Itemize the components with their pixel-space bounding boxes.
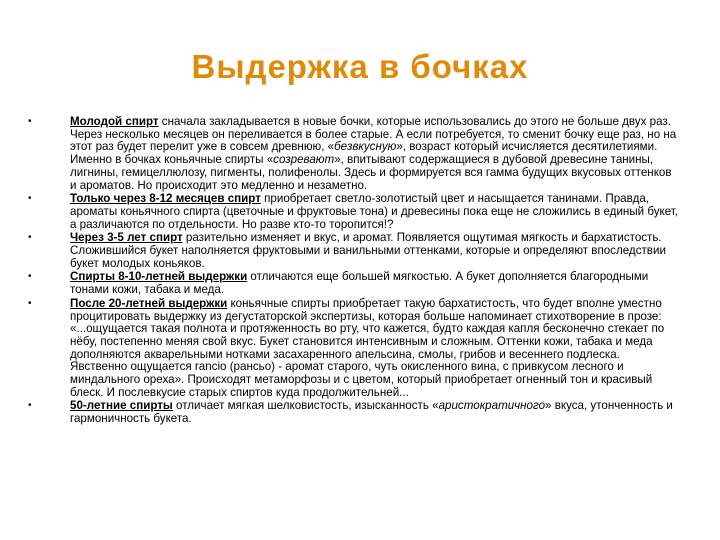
item-text: отличаются еще большей мягкостью. А букет дополняется благородными тонами кожи, табака и меда. [70, 270, 649, 297]
item-lead: Спирты 8-10-летней выдержки [70, 270, 248, 284]
bullet-icon: • [28, 232, 32, 244]
bullet-icon: • [28, 116, 32, 127]
item-text: коньячные спирты приобретает такую бархатистость, что будет вполне уместно процитировать выдержку из дегустаторской экспертизы, которая больше напоминает стихотворение в прозе: «...ощущается такая полнота и протяженность во рту, что кажется, будто каждая капля бесконечно стекает по нёбу, постепенно меняя свой вкус. Букет становится интенсивным и сложным. Оттенки кожи, табака и меда дополняются акварельными нотками засахаренного апельсина, смолы, грибов и весеннего подлеска. Явственно ощущается rancio (рансьо) - аромат старого, чуть окисленного вина, с привкусом лесного и миндального ореха». Происходят метаморфозы и с цветом, который приобретает огненный тон и красивый блеск. И послевкусие старых спиртов куда продолжительней... [70, 296, 665, 399]
list-item [24, 232, 680, 270]
bullet-icon: • [28, 271, 32, 283]
item-lead: Через 3-5 лет спирт [70, 231, 183, 245]
item-text: сначала закладывается в новые бочки, которые использовались до этого не больше двух раз. Через несколько месяцев он переливается в более старые. А если потребуется, то сменит бочку еще раз, но на этот раз будет перелит уже в совсем древнюю, « [70, 115, 677, 154]
list-item [24, 116, 680, 192]
bullet-icon: • [28, 297, 32, 309]
list-item [24, 400, 680, 425]
item-lead: После 20-летней выдержки [70, 296, 228, 310]
item-italic: созревают [273, 153, 335, 167]
item-text: », возраст который исчисляется десятилетиями. Именно в бочках коньячные спирты « [70, 140, 658, 167]
item-text: разительно изменяет и вкус, и аромат. Появляется ощутимая мягкость и бархатистость. Сложившийся букет наполняется фруктовыми и ванильными оттенками, которые и определяют впоследствии букет молодых коньяков. [70, 231, 666, 270]
list-item [24, 271, 680, 296]
bullet-icon: • [28, 400, 32, 412]
item-lead: Только через 8-12 месяцев спирт [70, 192, 261, 206]
slide-title: Выдержка в бочках [191, 48, 529, 85]
list-item [24, 193, 680, 231]
item-text: », впитывают содержащиеся в дубовой древесине танины, лигнины, гемицеллюлозу, пигменты, полифенолы. Здесь и формируется вся гамма будущих вкусовых оттенков и ароматов. Но происходит это медленно и незаметно. [70, 153, 672, 192]
bullet-list [24, 116, 680, 427]
item-italic: аристократичного [438, 399, 546, 413]
item-text: отличает мягкая шелковистость, изысканность « [172, 399, 439, 413]
item-lead: Молодой спирт [70, 115, 159, 128]
list-item [24, 298, 680, 400]
item-lead: 50-летние спирты [70, 399, 173, 413]
item-italic: безвкусную [334, 140, 397, 154]
bullet-icon: • [28, 193, 32, 205]
item-text: » вкуса, утонченность и гармоничность букета. [70, 399, 673, 426]
item-text: приобретает светло-золотистый цвет и насыщается танинами. Правда, ароматы коньячного спирта (цветочные и фруктовые тона) и древесины пока еще не сложились в единый букет, а различаются по отдельности. Но разве кто-то торопится!? [70, 192, 679, 231]
